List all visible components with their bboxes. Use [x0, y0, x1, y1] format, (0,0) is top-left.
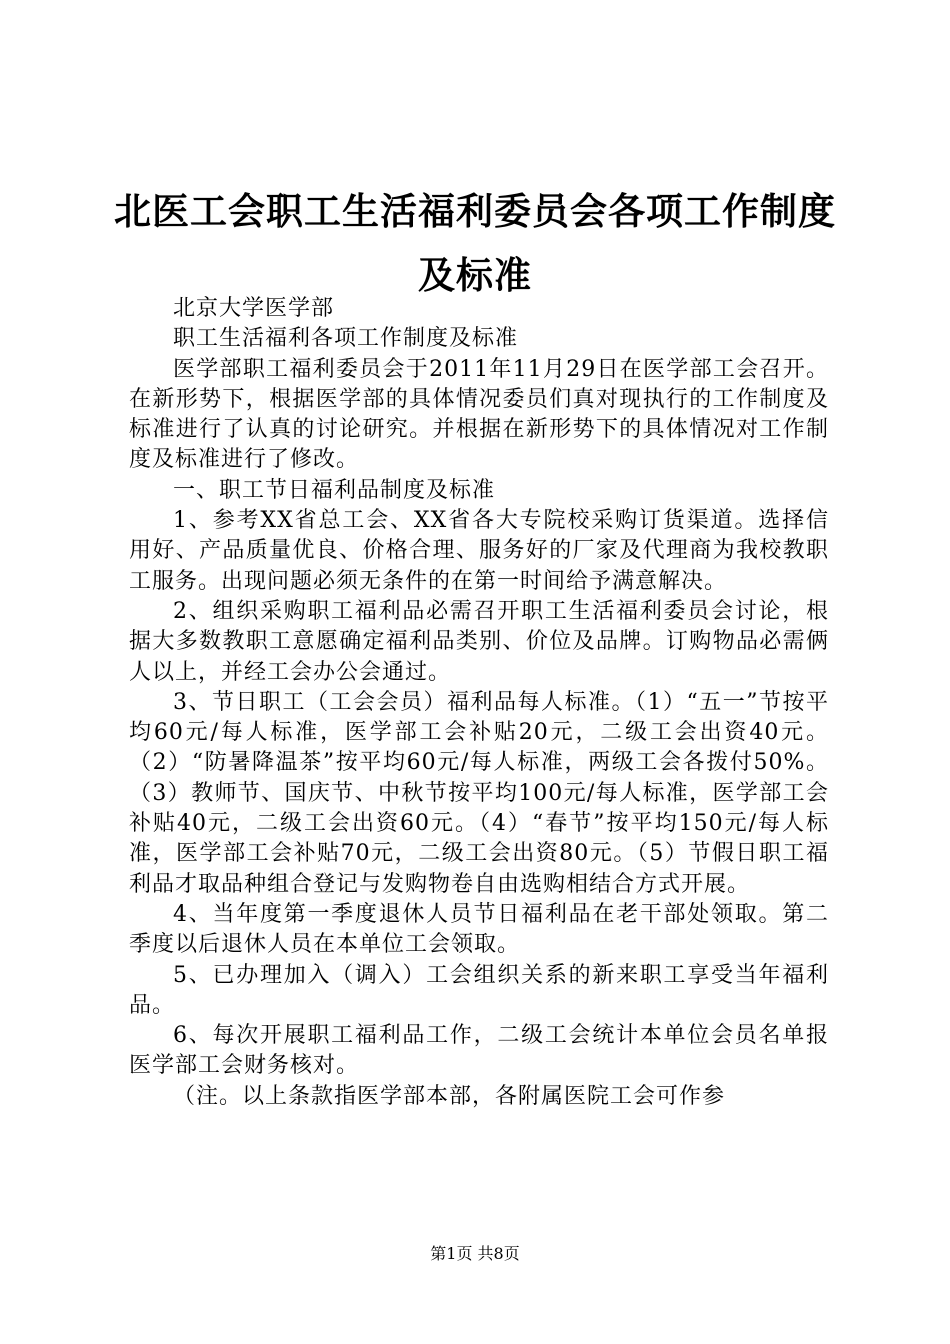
paragraph-intro: 医学部职工福利委员会于2011年11月29日在医学部工会召开。在新形势下，根据医学部的具体情况委员们真对现执行的工作制度及标准进行了认真的讨论研究。并根据在新形势下的具体情况对工作制度及标准进行了修改。 [129, 356, 829, 473]
paragraph-item-3: 3、节日职工（工会会员）福利品每人标准。（1）“五一”节按平均60元/每人标准，医学部工会补贴20元，二级工会出资40元。（2）“防暑降温茶”按平均60元/每人标准，两级工会各拨付50%。（3）教师节、国庆节、中秋节按平均100元/每人标准，医学部工会补贴40元，二级工会出资60元。（4）“春节”按平均150元/每人标准，医学部工会补贴70元，二级工会出资80元。（5）节假日职工福利品才取品种组合登记与发购物卷自由选购相结合方式开展。 [129, 689, 829, 897]
document-body [129, 294, 829, 1112]
paragraph-item-6: 6、每次开展职工福利品工作，二级工会统计本单位会员名单报医学部工会财务核对。 [129, 1023, 829, 1079]
paragraph-item-5: 5、已办理加入（调入）工会组织关系的新来职工享受当年福利品。 [129, 962, 829, 1018]
paragraph-item-4: 4、当年度第一季度退休人员节日福利品在老干部处领取。第二季度以后退休人员在本单位工会领取。 [129, 901, 829, 958]
paragraph-item-1: 1、参考XX省总工会、XX省各大专院校采购订货渠道。选择信用好、产品质量优良、价格合理、服务好的厂家及代理商为我校教职工服务。出现问题必须无条件的在第一时间给予满意解决。 [129, 508, 829, 594]
paragraph-org: 北京大学医学部 [173, 296, 335, 321]
document-title: 北医工会职工生活福利委员会各项工作制度及标准 [114, 190, 836, 297]
page-number-footer: 第1页 共8页 [430, 1244, 520, 1263]
paragraph-item-2: 2、组织采购职工福利品必需召开职工生活福利委员会讨论，根据大多数教职工意愿确定福利品类别、价位及品牌。订购物品必需俩人以上，并经工会办公会通过。 [129, 598, 829, 685]
paragraph-subtitle: 职工生活福利各项工作制度及标准 [173, 326, 519, 352]
section-heading-1: 一、职工节日福利品制度及标准 [173, 477, 496, 503]
paragraph-note: （注。以上条款指医学部本部，各附属医院工会可作参 [173, 1083, 726, 1109]
